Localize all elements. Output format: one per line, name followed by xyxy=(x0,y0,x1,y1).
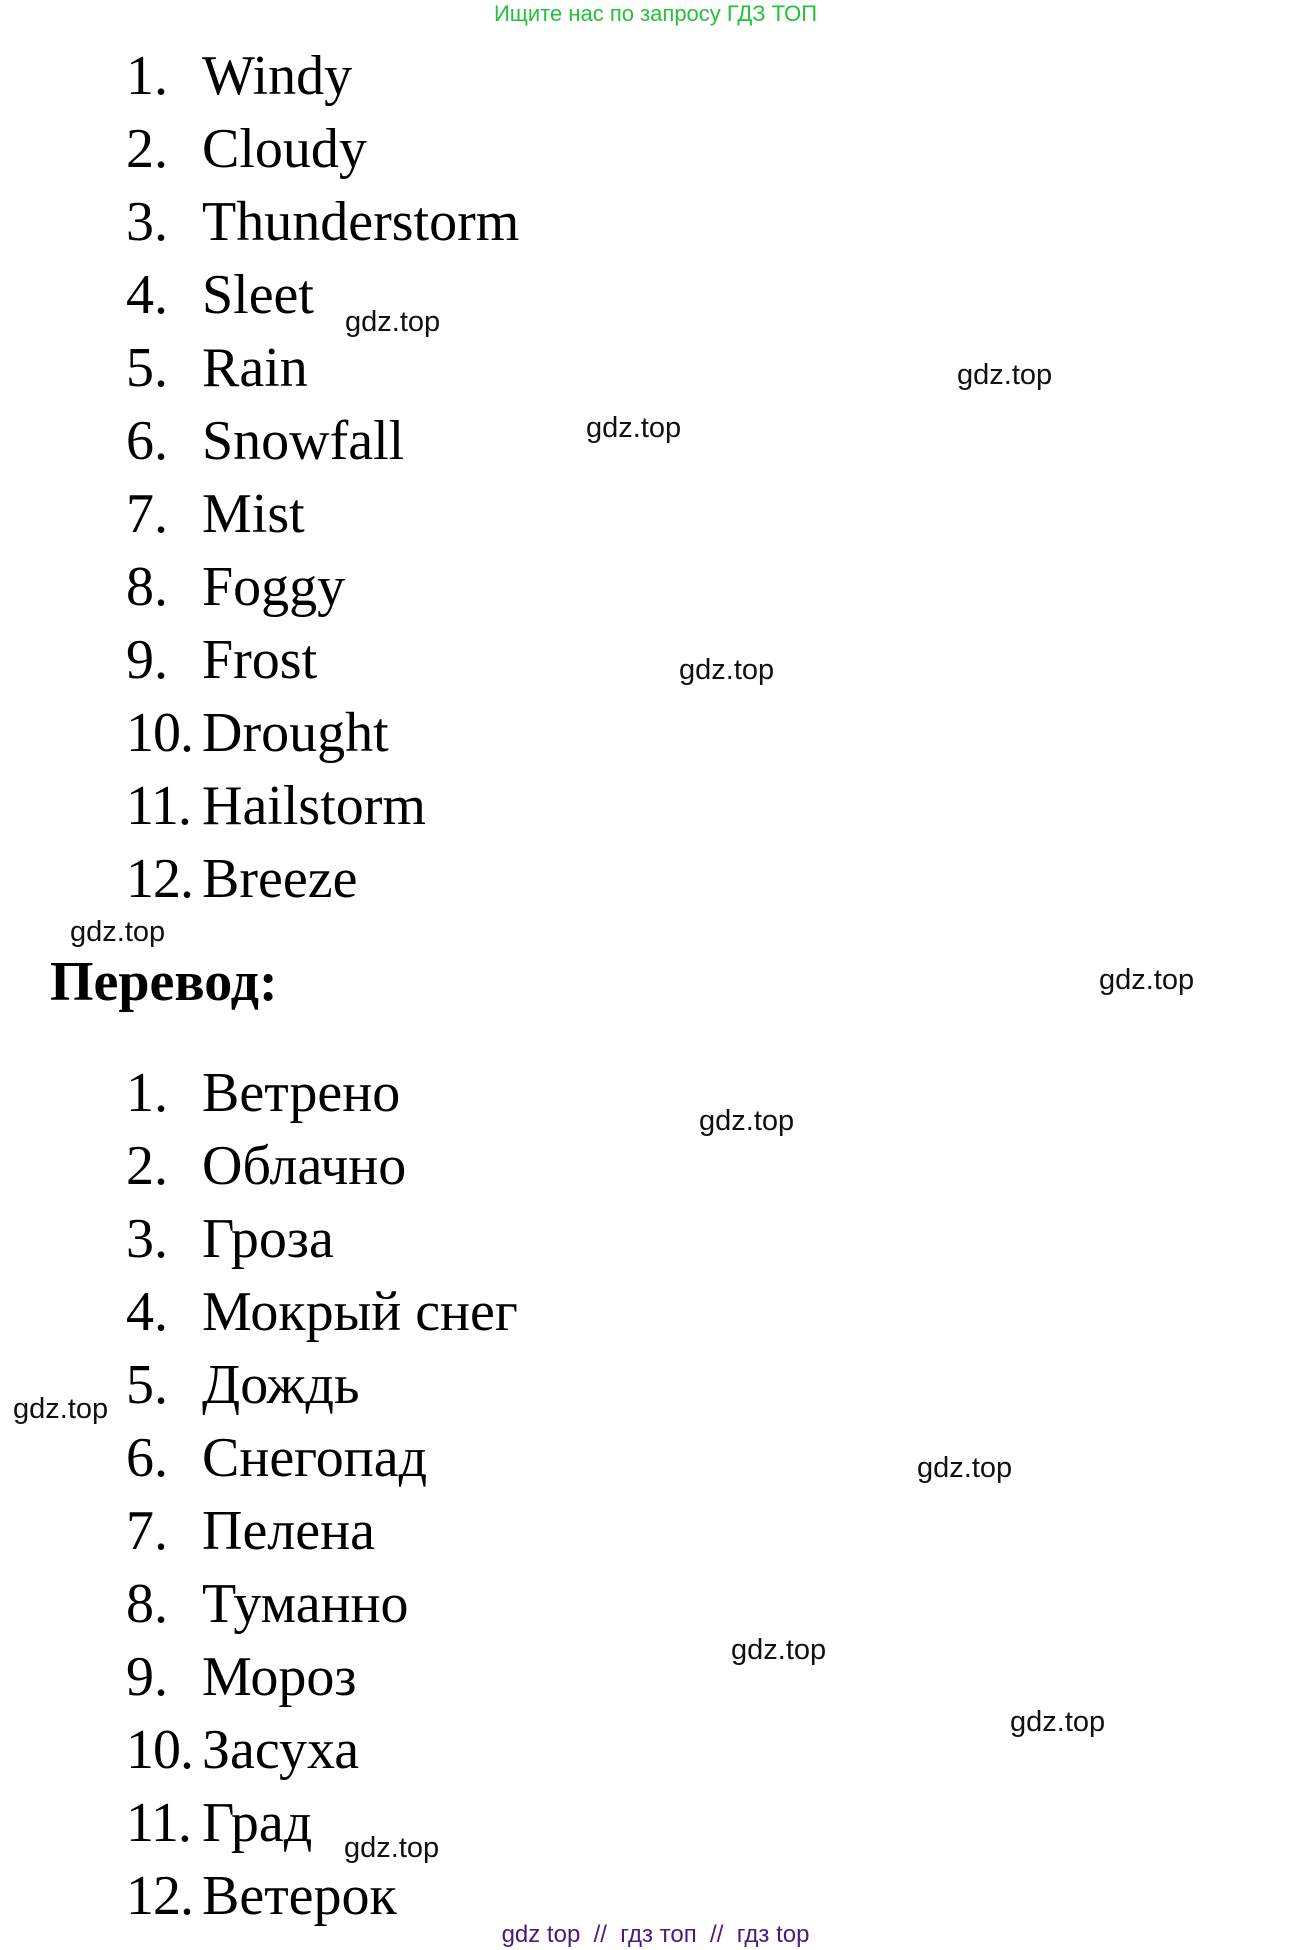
watermark: gdz.top xyxy=(699,1105,795,1137)
item-text: Sleet xyxy=(202,264,314,326)
item-text: Breeze xyxy=(202,848,358,910)
item-number: 11. xyxy=(126,1792,191,1854)
watermark: gdz.top xyxy=(344,1832,440,1864)
translation-heading: Перевод: xyxy=(50,951,278,1013)
list-item xyxy=(126,1787,518,1860)
item-text: Snowfall xyxy=(202,410,405,472)
item-text: Снегопад xyxy=(202,1427,428,1489)
item-number: 8. xyxy=(126,556,168,618)
item-text: Mist xyxy=(202,483,305,545)
list-item xyxy=(126,1057,518,1130)
item-number: 5. xyxy=(126,337,168,399)
list-item xyxy=(126,1130,518,1203)
list-item xyxy=(126,1276,518,1349)
list-item xyxy=(126,1568,518,1641)
list-item xyxy=(126,697,519,770)
item-text: Мокрый снег xyxy=(202,1281,518,1343)
item-number: 8. xyxy=(126,1573,168,1635)
list-item xyxy=(126,1422,518,1495)
item-text: Засуха xyxy=(202,1719,360,1781)
item-text: Cloudy xyxy=(202,118,367,180)
item-number: 2. xyxy=(126,118,168,180)
english-word-list xyxy=(126,40,519,916)
item-text: Windy xyxy=(202,45,353,107)
list-item xyxy=(126,1495,518,1568)
list-item xyxy=(126,843,519,916)
item-number: 1. xyxy=(126,1062,168,1124)
item-text: Туманно xyxy=(202,1573,409,1635)
item-number: 3. xyxy=(126,191,168,253)
watermark: gdz.top xyxy=(1099,964,1195,996)
item-number: 6. xyxy=(126,1427,168,1489)
list-item xyxy=(126,332,519,405)
item-number: 9. xyxy=(126,1646,168,1708)
list-item xyxy=(126,40,519,113)
item-number: 4. xyxy=(126,264,168,326)
watermark: gdz.top xyxy=(1010,1706,1106,1738)
list-item xyxy=(126,1349,518,1422)
item-text: Ветрено xyxy=(202,1062,401,1124)
item-text: Hailstorm xyxy=(202,775,426,837)
item-text: Frost xyxy=(202,629,318,691)
list-item xyxy=(126,405,519,478)
russian-word-list xyxy=(126,1057,518,1933)
item-text: Foggy xyxy=(202,556,346,618)
watermark: gdz.top xyxy=(70,916,166,948)
item-number: 6. xyxy=(126,410,168,472)
item-number: 10. xyxy=(126,702,193,764)
item-number: 1. xyxy=(126,45,168,107)
watermark: gdz.top xyxy=(679,654,775,686)
item-number: 12. xyxy=(126,1865,193,1927)
item-number: 2. xyxy=(126,1135,168,1197)
item-number: 7. xyxy=(126,1500,168,1562)
list-item xyxy=(126,1714,518,1787)
item-number: 3. xyxy=(126,1208,168,1270)
item-number: 11. xyxy=(126,775,191,837)
item-text: Град xyxy=(202,1792,313,1854)
list-item xyxy=(126,113,519,186)
watermark: gdz.top xyxy=(13,1393,109,1425)
watermark: gdz.top xyxy=(345,306,441,338)
list-item xyxy=(126,1641,518,1714)
item-text: Мороз xyxy=(202,1646,357,1708)
item-number: 4. xyxy=(126,1281,168,1343)
list-item xyxy=(126,770,519,843)
footer-links[interactable]: gdz top // гдз топ // гдз top xyxy=(501,1921,810,1948)
list-item xyxy=(126,478,519,551)
item-text: Thunderstorm xyxy=(202,191,520,253)
watermark: gdz.top xyxy=(586,412,682,444)
item-number: 7. xyxy=(126,483,168,545)
item-text: Drought xyxy=(202,702,389,764)
list-item xyxy=(126,1203,518,1276)
list-item xyxy=(126,551,519,624)
item-number: 12. xyxy=(126,848,193,910)
list-item xyxy=(126,186,519,259)
list-item xyxy=(126,624,519,697)
watermark: gdz.top xyxy=(917,1452,1013,1484)
search-banner[interactable]: Ищите нас по запросу ГДЗ ТОП xyxy=(493,1,818,26)
item-text: Облачно xyxy=(202,1135,407,1197)
item-text: Rain xyxy=(202,337,308,399)
item-text: Пелена xyxy=(202,1500,375,1562)
watermark: gdz.top xyxy=(731,1634,827,1666)
item-text: Гроза xyxy=(202,1208,334,1270)
item-text: Дождь xyxy=(202,1354,360,1416)
item-text: Ветерок xyxy=(202,1865,397,1927)
watermark: gdz.top xyxy=(957,359,1053,391)
item-number: 10. xyxy=(126,1719,193,1781)
item-number: 5. xyxy=(126,1354,168,1416)
list-item xyxy=(126,259,519,332)
item-number: 9. xyxy=(126,629,168,691)
